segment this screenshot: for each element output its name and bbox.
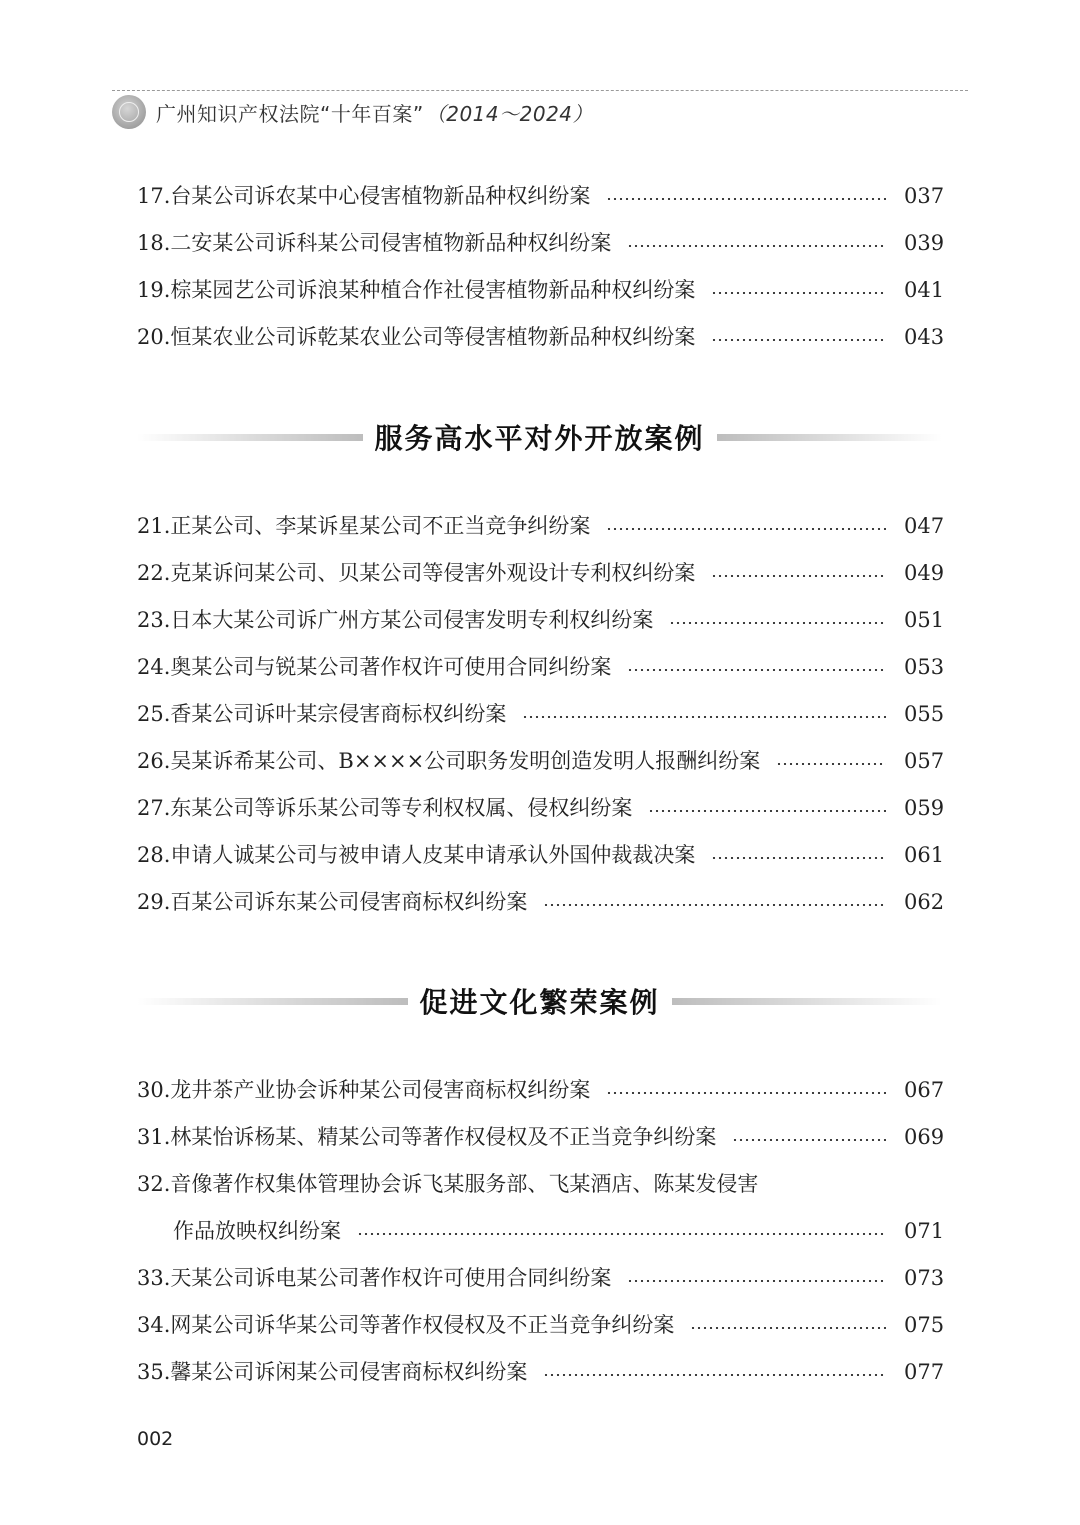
section-title: 促进文化繁荣案例 bbox=[419, 986, 660, 1019]
toc-entry[interactable] bbox=[137, 835, 945, 875]
toc-entry[interactable] bbox=[137, 1070, 945, 1110]
entry-page: 055 bbox=[904, 702, 945, 726]
toc-entry[interactable] bbox=[137, 176, 945, 216]
dot-leader bbox=[606, 528, 886, 530]
heading-bar-right bbox=[717, 434, 943, 441]
toc-entry-continuation[interactable] bbox=[173, 1211, 945, 1251]
toc-entry[interactable] bbox=[137, 1352, 945, 1392]
dot-leader bbox=[648, 810, 886, 812]
toc-entry-first-line[interactable] bbox=[137, 1164, 942, 1204]
toc-entry[interactable] bbox=[137, 1117, 945, 1157]
court-emblem-icon bbox=[112, 95, 146, 129]
section-title: 服务高水平对外开放案例 bbox=[374, 422, 705, 455]
entry-number: 25. bbox=[137, 702, 171, 726]
entry-title: 音像著作权集体管理协会诉飞某服务部、飞某酒店、陈某发侵害 bbox=[170, 1172, 759, 1196]
entry-title: 东某公司等诉乐某公司等专利权权属、侵权纠纷案 bbox=[170, 796, 633, 820]
entry-title: 日本大某公司诉广州方某公司侵害发明专利权纠纷案 bbox=[170, 608, 654, 632]
entry-number: 17. bbox=[137, 184, 171, 208]
entry-title: 龙井茶产业协会诉种某公司侵害商标权纠纷案 bbox=[170, 1078, 591, 1102]
entry-number: 33. bbox=[137, 1266, 171, 1290]
entry-number: 27. bbox=[137, 796, 171, 820]
toc-entry[interactable] bbox=[137, 506, 945, 546]
dot-leader bbox=[357, 1233, 886, 1235]
entry-title: 申请人诚某公司与被申请人皮某申请承认外国仲裁裁决案 bbox=[170, 843, 696, 867]
entry-page: 062 bbox=[904, 890, 945, 914]
dot-leader bbox=[711, 292, 886, 294]
page-number: 002 bbox=[137, 1428, 174, 1450]
entry-number: 28. bbox=[137, 843, 171, 867]
entry-page: 053 bbox=[904, 655, 945, 679]
entry-title: 香某公司诉叶某宗侵害商标权纠纷案 bbox=[170, 702, 507, 726]
entry-page: 041 bbox=[904, 278, 945, 302]
entry-number: 34. bbox=[137, 1313, 171, 1337]
entry-title: 台某公司诉农某中心侵害植物新品种权纠纷案 bbox=[170, 184, 591, 208]
entry-number: 29. bbox=[137, 890, 171, 914]
entry-title-continuation: 作品放映权纠纷案 bbox=[173, 1219, 341, 1243]
entry-page: 061 bbox=[904, 843, 945, 867]
toc-entry[interactable] bbox=[137, 882, 945, 922]
toc-entry[interactable] bbox=[137, 223, 945, 263]
running-header bbox=[112, 94, 593, 130]
dot-leader bbox=[522, 716, 886, 718]
entry-title: 棕某园艺公司诉浪某种植合作社侵害植物新品种权纠纷案 bbox=[170, 278, 696, 302]
entry-title: 林某怡诉杨某、精某公司等著作权侵权及不正当竞争纠纷案 bbox=[170, 1125, 717, 1149]
entry-title: 正某公司、李某诉星某公司不正当竞争纠纷案 bbox=[170, 514, 591, 538]
dot-leader bbox=[669, 622, 886, 624]
entry-page: 073 bbox=[904, 1266, 945, 1290]
entry-number: 31. bbox=[137, 1125, 171, 1149]
book-title-text: 广州知识产权法院“十年百案” bbox=[156, 101, 424, 126]
dot-leader bbox=[627, 245, 886, 247]
entry-title: 克某诉问某公司、贝某公司等侵害外观设计专利权纠纷案 bbox=[170, 561, 696, 585]
entry-title: 吴某诉希某公司、B××××公司职务发明创造发明人报酬纠纷案 bbox=[170, 749, 761, 773]
entry-number: 30. bbox=[137, 1078, 171, 1102]
entry-page: 057 bbox=[904, 749, 945, 773]
entry-page: 051 bbox=[904, 608, 945, 632]
entry-page: 037 bbox=[904, 184, 945, 208]
entry-title: 馨某公司诉闲某公司侵害商标权纠纷案 bbox=[170, 1360, 528, 1384]
entry-number: 20. bbox=[137, 325, 171, 349]
toc-entry[interactable] bbox=[137, 270, 945, 310]
toc-entry[interactable] bbox=[137, 1305, 945, 1345]
entry-page: 059 bbox=[904, 796, 945, 820]
entry-title: 二安某公司诉科某公司侵害植物新品种权纠纷案 bbox=[170, 231, 612, 255]
entry-number: 24. bbox=[137, 655, 171, 679]
entry-page: 039 bbox=[904, 231, 945, 255]
entry-number: 22. bbox=[137, 561, 171, 585]
dot-leader bbox=[690, 1327, 886, 1329]
book-title bbox=[156, 98, 593, 127]
toc-entry[interactable] bbox=[137, 317, 945, 357]
section-heading bbox=[137, 976, 942, 1026]
entry-page: 047 bbox=[904, 514, 945, 538]
entry-title: 恒某农业公司诉乾某农业公司等侵害植物新品种权纠纷案 bbox=[170, 325, 696, 349]
toc-entry[interactable] bbox=[137, 553, 945, 593]
entry-number: 23. bbox=[137, 608, 171, 632]
section-heading bbox=[137, 412, 942, 462]
dot-leader bbox=[627, 669, 886, 671]
entry-page: 075 bbox=[904, 1313, 945, 1337]
toc-entry[interactable] bbox=[137, 694, 945, 734]
dot-leader bbox=[606, 198, 886, 200]
header-rule bbox=[112, 90, 968, 91]
toc-entry[interactable] bbox=[137, 788, 945, 828]
dot-leader bbox=[627, 1280, 886, 1282]
entry-number: 32. bbox=[137, 1172, 171, 1196]
entry-number: 18. bbox=[137, 231, 171, 255]
entry-number: 26. bbox=[137, 749, 171, 773]
entry-page: 077 bbox=[904, 1360, 945, 1384]
toc-entry[interactable] bbox=[137, 647, 945, 687]
toc-entry[interactable] bbox=[137, 1258, 945, 1298]
dot-leader bbox=[606, 1092, 886, 1094]
entry-title: 天某公司诉电某公司著作权许可使用合同纠纷案 bbox=[170, 1266, 612, 1290]
heading-bar-left bbox=[137, 998, 408, 1005]
dot-leader bbox=[732, 1139, 886, 1141]
dot-leader bbox=[776, 763, 886, 765]
toc-entry[interactable] bbox=[137, 600, 945, 640]
entry-title: 百某公司诉东某公司侵害商标权纠纷案 bbox=[170, 890, 528, 914]
entry-page: 069 bbox=[904, 1125, 945, 1149]
dot-leader bbox=[543, 904, 886, 906]
entry-page: 049 bbox=[904, 561, 945, 585]
heading-bar-left bbox=[137, 434, 363, 441]
entry-page: 067 bbox=[904, 1078, 945, 1102]
entry-page: 043 bbox=[904, 325, 945, 349]
entry-page: 071 bbox=[904, 1219, 945, 1243]
entry-title: 奥某公司与锐某公司著作权许可使用合同纠纷案 bbox=[170, 655, 612, 679]
entry-number: 21. bbox=[137, 514, 171, 538]
entry-number: 19. bbox=[137, 278, 171, 302]
toc-entry[interactable] bbox=[137, 741, 945, 781]
dot-leader bbox=[711, 857, 886, 859]
dot-leader bbox=[543, 1374, 886, 1376]
dot-leader bbox=[711, 575, 886, 577]
entry-title: 网某公司诉华某公司等著作权侵权及不正当竞争纠纷案 bbox=[170, 1313, 675, 1337]
heading-bar-right bbox=[672, 998, 943, 1005]
entry-number: 35. bbox=[137, 1360, 171, 1384]
dot-leader bbox=[711, 339, 886, 341]
book-years: （2014～2024） bbox=[425, 101, 594, 126]
